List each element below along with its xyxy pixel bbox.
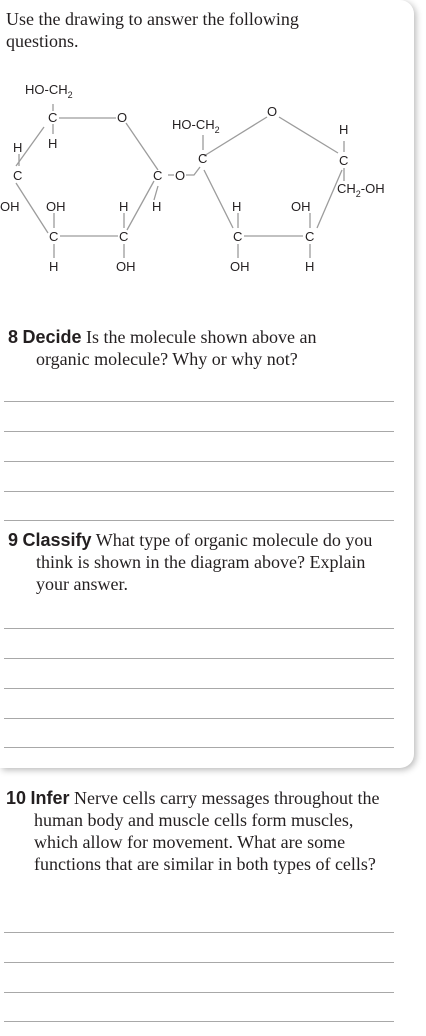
question-8-keyword: Decide xyxy=(22,327,82,347)
question-8-body xyxy=(8,326,368,370)
sucrose-structure-diagram xyxy=(0,75,414,285)
intro-text: Use the drawing to answer the following questions. xyxy=(6,9,299,51)
question-10-number: 10 xyxy=(6,788,27,808)
answer-line[interactable] xyxy=(4,658,394,659)
atom-label: C xyxy=(233,229,243,244)
atom-label: H xyxy=(49,259,59,274)
question-8-text: Is the molecule shown above an organic molecule? Why or why not? xyxy=(36,327,317,369)
atom-label: C xyxy=(13,168,23,183)
question-10-text: Nerve cells carry messages throughout the human body and muscle cells form muscles, which allow for movement. What are some functions that are similar in both types of cells? xyxy=(34,788,380,874)
answer-line[interactable] xyxy=(4,1021,394,1022)
atom-label: H xyxy=(305,259,315,274)
atom-label: H xyxy=(232,199,242,214)
answer-line[interactable] xyxy=(4,461,394,462)
atom-label: $HO-CH_2$ xyxy=(172,117,220,135)
bond xyxy=(279,117,338,153)
bond xyxy=(16,183,48,233)
atom-label: O xyxy=(267,104,278,119)
question-8 xyxy=(8,326,368,370)
atom-label: O xyxy=(175,168,186,183)
atom-label: OH xyxy=(0,199,20,214)
question-10 xyxy=(6,787,396,875)
answer-line[interactable] xyxy=(4,688,394,689)
answer-line[interactable] xyxy=(4,520,394,521)
atom-label: C xyxy=(48,110,58,125)
question-8-number: 8 xyxy=(8,327,19,347)
bond xyxy=(127,181,154,230)
atom-label: $HO-CH_2$ xyxy=(25,82,73,100)
question-9-keyword: Classify xyxy=(22,530,92,550)
bond xyxy=(186,167,200,175)
answer-line[interactable] xyxy=(4,628,394,629)
answer-line[interactable] xyxy=(4,401,394,402)
question-10-body xyxy=(6,787,396,875)
atom-label: OH xyxy=(291,199,311,214)
answer-line[interactable] xyxy=(4,491,394,492)
atom-label: C xyxy=(198,151,208,166)
atom-label: C xyxy=(305,229,315,244)
question-9-number: 9 xyxy=(8,530,19,550)
answer-line[interactable] xyxy=(4,747,394,748)
question-9 xyxy=(8,529,388,595)
question-9-text: What type of organic molecule do you think is shown in the diagram above? Explain your answer. xyxy=(36,530,373,594)
atom-label: O xyxy=(117,110,128,125)
atom-label: H xyxy=(119,199,129,214)
answer-line[interactable] xyxy=(4,718,394,719)
bond xyxy=(154,186,158,200)
atom-label: OH xyxy=(230,259,250,274)
atom-label: OH xyxy=(46,199,66,214)
answer-line[interactable] xyxy=(4,431,394,432)
answer-line[interactable] xyxy=(4,932,394,933)
atom-label: H xyxy=(339,122,349,137)
atom-label: C xyxy=(119,229,129,244)
bond xyxy=(126,123,158,170)
atom-label: $CH_2-OH$ xyxy=(337,181,385,199)
atom-label: H xyxy=(13,140,23,155)
answer-line[interactable] xyxy=(4,962,394,963)
question-10-keyword: Infer xyxy=(30,788,70,808)
atom-label: C xyxy=(49,229,59,244)
atom-label: OH xyxy=(116,259,136,274)
atom-label: C xyxy=(339,153,349,168)
atom-label: C xyxy=(153,168,163,183)
bond xyxy=(317,170,342,228)
answer-line[interactable] xyxy=(4,992,394,993)
atom-label: H xyxy=(152,199,162,214)
atom-label: H xyxy=(48,136,58,151)
question-9-body xyxy=(8,529,388,595)
bond xyxy=(204,170,233,228)
